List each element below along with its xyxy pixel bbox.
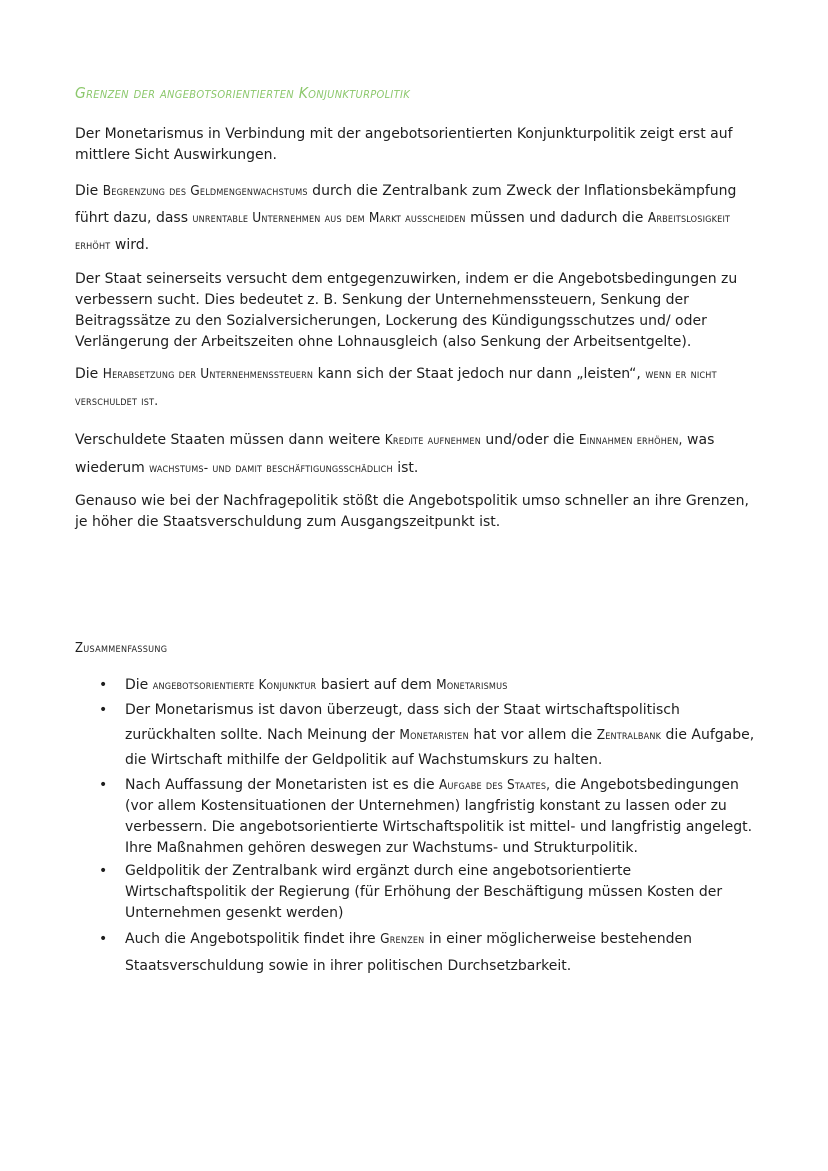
bullet-icon: • — [99, 777, 108, 793]
bullet-icon: • — [99, 677, 108, 693]
paragraph-geldmenge: Die Begrenzung des Geldmengenwachstums durch die Zentralbank zum Zweck der Inflationsbekämpfung führt dazu, dass unrentable Unternehmen aus dem Markt ausscheiden müssen und dadurch die Arbeitslosigkeit erhöht wird. — [75, 183, 737, 253]
page-title: Grenzen der angebotsorientierten Konjunkturpolitik — [75, 84, 410, 102]
list-item: • Nach Auffassung der Monetaristen ist es die Aufgabe des Staates, die Angebotsbedingungen (vor allem Kostensituationen der Unternehmen) langfristig konstant zu lassen oder zu verbessern. Die angebotsorientierte Wirtschaftspolitik ist mittel- und langfristig angelegt. Ihre Maßnahmen gehören deswegen zur Wachstums- und Strukturpolitik. — [99, 777, 753, 856]
keyword: angebotsorientierte Konjunktur — [152, 677, 317, 693]
keyword: Zentralbank — [596, 727, 662, 743]
keyword: Grenzen — [380, 931, 425, 947]
bullet-icon: • — [99, 702, 108, 718]
keyword: Herabsetzung der Unternehmenssteuern — [102, 366, 314, 382]
keyword: Monetaristen — [399, 727, 469, 743]
paragraph-intro: Der Monetarismus in Verbindung mit der angebotsorientierten Konjunkturpolitik zeigt erst auf mittlere Sicht Auswirkungen. — [75, 126, 733, 163]
paragraph-grenzen: Genauso wie bei der Nachfragepolitik stößt die Angebotspolitik umso schneller an ihre Grenzen, je höher die Staatsverschuldung zum Ausgangszeitpunkt ist. — [75, 493, 749, 530]
paragraph-staat: Der Staat seinerseits versucht dem entgegenzuwirken, indem er die Angebotsbedingungen zu verbessern sucht. Dies bedeutet z. B. Senkung der Unternehmenssteuern, Senkung der Beitragssätze zu den Sozialversicherungen, Lockerung des Kündigungsschutzes und/ oder Verlängerung der Arbeitszeiten ohne Lohnausgleich (also Senkung der Arbeitsentgelte). — [75, 271, 738, 350]
keyword: Einnahmen erhöhen, — [578, 432, 683, 448]
keyword: Kredite aufnehmen — [384, 432, 481, 448]
paragraph-steuern: Die Herabsetzung der Unternehmenssteuern kann sich der Staat jedoch nur dann „leisten“, wenn er nicht verschuldet ist. — [75, 366, 717, 409]
paragraph-verschuldung: Verschuldete Staaten müssen dann weitere Kredite aufnehmen und/oder die Einnahmen erhöhen, was wiederum wachstums- und damit beschäftigungsschädlich ist. — [75, 432, 715, 476]
summary-heading: Zusammenfassung — [75, 641, 168, 656]
bullet-icon: • — [99, 931, 108, 947]
keyword: unrentable Unternehmen aus dem Markt ausscheiden — [192, 210, 466, 226]
keyword: wachstums- und damit beschäftigungsschädlich — [149, 460, 393, 476]
list-item: • Die angebotsorientierte Konjunktur basiert auf dem Monetarismus — [75, 675, 755, 696]
list-item: • Auch die Angebotspolitik findet ihre Grenzen in einer möglicherweise bestehenden Staatsverschuldung sowie in ihrer politischen Durchsetzbarkeit. — [75, 926, 755, 980]
keyword: Aufgabe des Staates, — [439, 777, 551, 793]
list-item: • Geldpolitik der Zentralbank wird ergänzt durch eine angebotsorientierte Wirtschaftspolitik der Regierung (für Erhöhung der Beschäftigung müssen Kosten der Unternehmen gesenkt werden) — [99, 863, 723, 921]
keyword: Arbeitslosigkeit erhöht — [75, 210, 731, 253]
summary-list — [75, 675, 755, 982]
list-item: • Der Monetarismus ist davon überzeugt, dass sich der Staat wirtschaftspolitisch zurückhalten sollte. Nach Meinung der Monetaristen hat vor allem die Zentralbank die Aufgabe, die Wirtschaft mithilfe der Geldpolitik auf Wachstumskurs zu halten. — [75, 698, 755, 773]
keyword: Monetarismus — [436, 677, 508, 693]
keyword: Begrenzung des Geldmengenwachstums — [102, 183, 308, 199]
keyword: wenn er nicht verschuldet ist. — [75, 366, 717, 409]
bullet-icon: • — [99, 863, 108, 879]
